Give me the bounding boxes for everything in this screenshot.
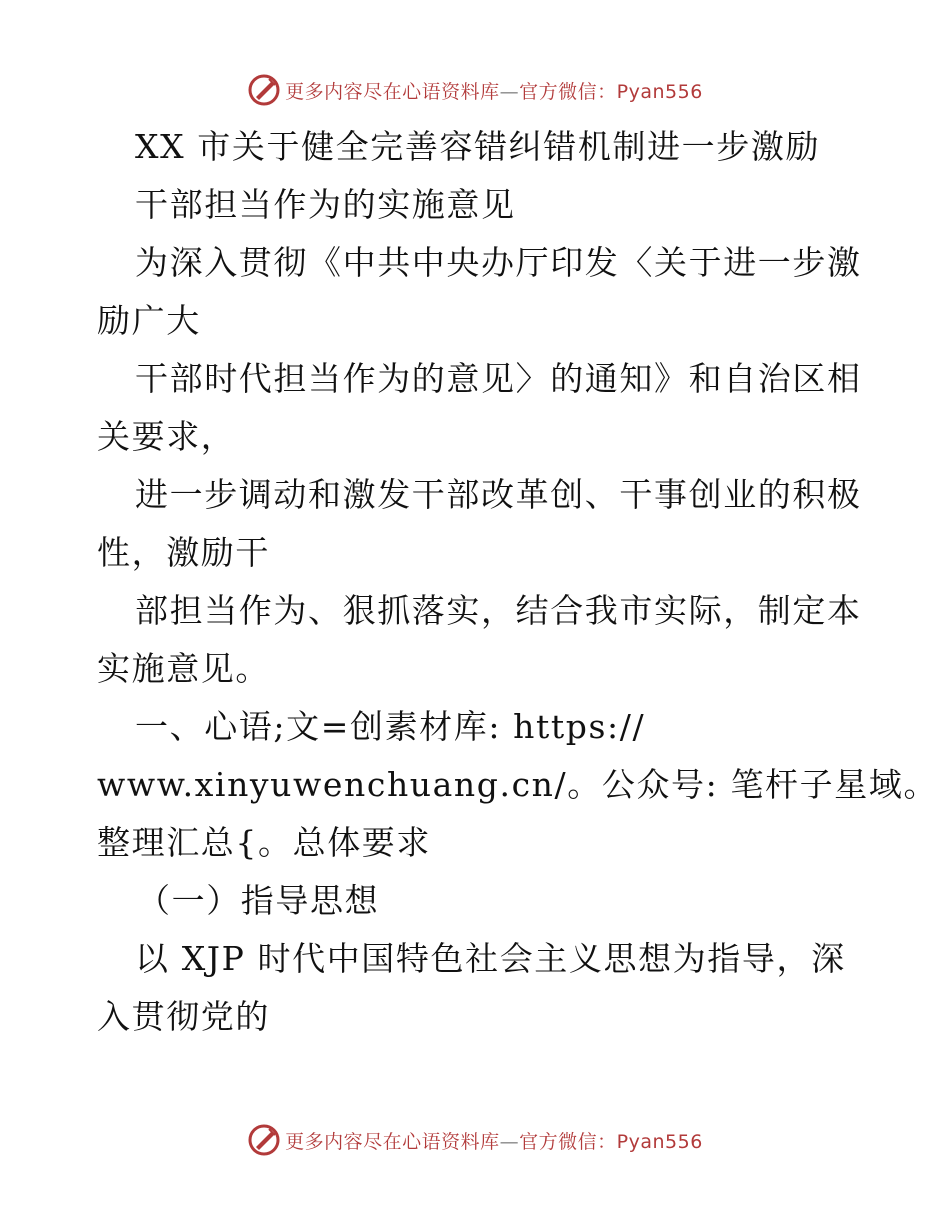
doc-paragraph-line: 部担当作为、狠抓落实，结合我市实际，制定本	[135, 591, 862, 630]
document-body	[97, 118, 939, 1046]
header-banner	[0, 70, 950, 110]
banner-dash: —	[499, 80, 520, 103]
doc-paragraph-line: 励广大	[97, 301, 201, 340]
doc-paragraph-line: 入贯彻党的	[97, 997, 270, 1036]
doc-paragraph-line: 进一步调动和激发干部改革创、干事创业的积极	[135, 475, 862, 514]
doc-title-line-2: 干部担当作为的实施意见	[135, 185, 516, 224]
doc-paragraph-line: 以 XJP 时代中国特色社会主义思想为指导，深	[135, 939, 846, 978]
footer-banner	[0, 1120, 950, 1160]
banner-title: 更多内容尽在心语资料库	[285, 80, 500, 103]
banner-title: 更多内容尽在心语资料库	[285, 1130, 500, 1153]
doc-paragraph-line: 为深入贯彻《中共中央办厅印发〈关于进一步激	[135, 243, 862, 282]
logo-icon	[247, 73, 281, 107]
banner-wechat: 官方微信：Pyan556	[519, 1130, 703, 1153]
doc-paragraph-line: 实施意见。	[97, 649, 270, 688]
doc-paragraph-line: www.xinyuwenchuang.cn/。公众号: 笔杆子星域。	[97, 765, 939, 804]
logo-icon	[247, 1123, 281, 1157]
banner-wechat: 官方微信：Pyan556	[519, 80, 703, 103]
doc-section-heading: （一）指导思想	[137, 881, 380, 920]
doc-paragraph-line: 性，激励干	[97, 533, 270, 572]
doc-paragraph-line: 干部时代担当作为的意见〉的通知》和自治区相	[135, 359, 862, 398]
banner-dash: —	[499, 1130, 520, 1153]
doc-title-line-1: XX 市关于健全完善容错纠错机制进一步激励	[135, 127, 821, 166]
doc-paragraph-line: 整理汇总{。总体要求	[97, 823, 431, 862]
banner-text	[285, 1127, 703, 1154]
doc-paragraph-line: 关要求，	[97, 417, 236, 456]
banner-text	[285, 77, 703, 104]
doc-paragraph-line: 一、心语;文=创素材库: https://	[135, 707, 646, 746]
